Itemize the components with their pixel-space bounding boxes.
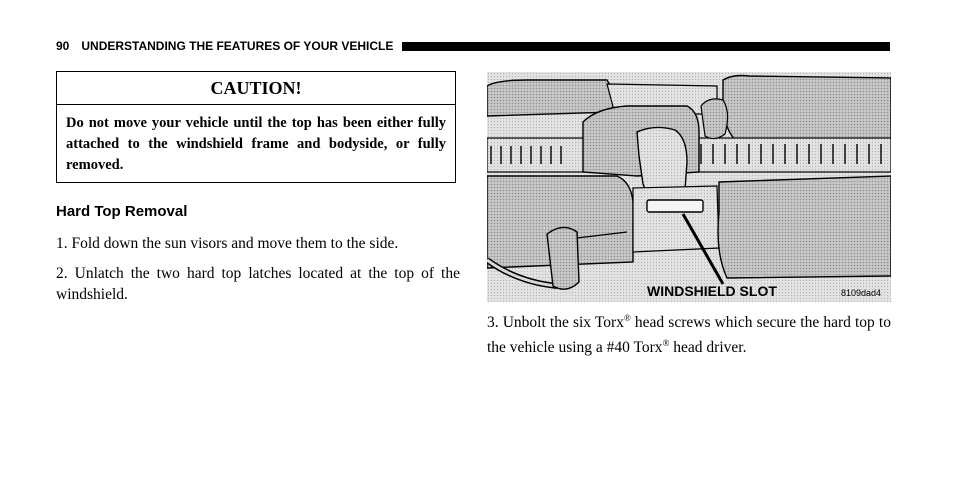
step-2: 2. Unlatch the two hard top latches located at the top of the windshield. xyxy=(56,265,460,303)
windshield-slot-callout: WINDSHIELD SLOT xyxy=(647,283,777,299)
step-3 xyxy=(487,308,891,358)
windshield-slot-illustration xyxy=(487,72,891,302)
page-number: 90 xyxy=(56,39,70,53)
illustration-code: 8109dad4 xyxy=(841,288,882,298)
caution-body: Do not move your vehicle until the top has been either fully attached to the windshield frame and bodyside, or fully removed. xyxy=(66,115,446,173)
step-3-part-2: head screws which secure the hard top to the vehicle using a #40 Torx xyxy=(487,314,891,357)
caution-title: CAUTION! xyxy=(57,72,455,105)
section-heading: Hard Top Removal xyxy=(56,203,188,220)
step-3-part-1: 3. Unbolt the six Torx xyxy=(487,314,624,332)
step-3-part-3: head driver. xyxy=(669,339,747,357)
page-header xyxy=(56,38,890,54)
running-title: UNDERSTANDING THE FEATURES OF YOUR VEHICLE xyxy=(81,39,394,53)
illustration-drawing xyxy=(487,72,891,302)
step-1: 1. Fold down the sun visors and move them to the side. xyxy=(56,235,399,252)
registered-mark-2: ® xyxy=(662,338,670,349)
header-rule xyxy=(402,42,890,51)
registered-mark: ® xyxy=(623,313,631,323)
caution-box xyxy=(56,71,456,183)
